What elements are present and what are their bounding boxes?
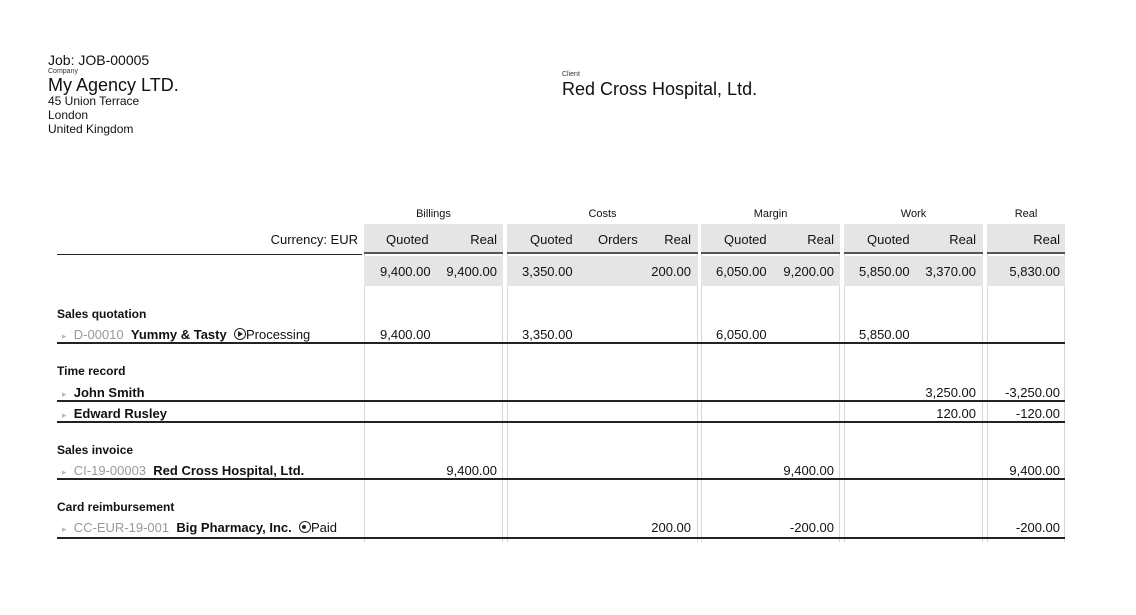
expand-arrow-icon[interactable]: ▸ bbox=[62, 389, 67, 399]
col-costs-quoted: Quoted bbox=[530, 232, 573, 247]
total-work-real: 3,370.00 bbox=[925, 264, 976, 279]
address-line: London bbox=[48, 108, 89, 122]
expand-arrow-icon[interactable]: ▸ bbox=[62, 410, 67, 420]
cell-value: -120.00 bbox=[1015, 406, 1060, 421]
address-line: United Kingdom bbox=[48, 122, 134, 136]
total-margin-quoted: 6,050.00 bbox=[716, 264, 767, 279]
cell-value: 200.00 bbox=[651, 520, 691, 535]
dot-circle-icon bbox=[299, 521, 311, 533]
section-title: Card reimbursement bbox=[57, 500, 175, 514]
group-work: Work bbox=[900, 208, 927, 220]
col-billings-real: Real bbox=[470, 232, 497, 247]
expand-arrow-icon[interactable]: ▸ bbox=[62, 524, 67, 534]
cell-value: -200.00 bbox=[1015, 520, 1060, 535]
col-costs-orders: Orders bbox=[598, 232, 638, 247]
cell-value: 3,350.00 bbox=[522, 327, 573, 342]
total-margin-real: 9,200.00 bbox=[783, 264, 834, 279]
cell-value: 9,400.00 bbox=[446, 463, 497, 478]
expand-arrow-icon[interactable]: ▸ bbox=[62, 331, 67, 341]
currency-label: Currency: EUR bbox=[270, 232, 358, 247]
status-text: Paid bbox=[310, 520, 337, 535]
group-billings: Billings bbox=[416, 208, 451, 220]
col-margin-real: Real bbox=[807, 232, 834, 247]
section-title: Time record bbox=[57, 364, 126, 378]
col-costs-real: Real bbox=[664, 232, 691, 247]
document-ref[interactable]: CI-19-00003 bbox=[73, 463, 147, 478]
total-costs-quoted: 3,350.00 bbox=[522, 264, 573, 279]
total-billings-quoted: 9,400.00 bbox=[380, 264, 431, 279]
total-costs-real: 200.00 bbox=[651, 264, 691, 279]
company-name: My Agency LTD. bbox=[48, 75, 179, 95]
group-costs: Costs bbox=[588, 208, 617, 220]
row-divider bbox=[57, 478, 1065, 480]
row-divider bbox=[57, 400, 1065, 402]
group-real: Real bbox=[1014, 208, 1038, 220]
cell-value: -200.00 bbox=[789, 520, 834, 535]
group-margin: Margin bbox=[753, 208, 788, 220]
total-real: 5,830.00 bbox=[1009, 264, 1060, 279]
status-text: Processing bbox=[245, 327, 311, 342]
cell-value: 5,850.00 bbox=[859, 327, 910, 342]
party-name: Red Cross Hospital, Ltd. bbox=[153, 463, 305, 478]
person-name: Edward Rusley bbox=[73, 406, 167, 421]
address-line: 45 Union Terrace bbox=[48, 94, 140, 108]
currency-divider bbox=[57, 254, 362, 255]
cell-value: 120.00 bbox=[936, 406, 976, 421]
cell-value: 9,400.00 bbox=[1009, 463, 1060, 478]
cell-value: -3,250.00 bbox=[1005, 385, 1060, 400]
table-row[interactable] bbox=[62, 520, 337, 537]
total-work-quoted: 5,850.00 bbox=[859, 264, 910, 279]
play-circle-icon bbox=[234, 328, 246, 340]
job-title: Job: JOB-00005 bbox=[48, 52, 150, 68]
company-label: Company bbox=[48, 68, 78, 75]
person-name: John Smith bbox=[73, 385, 145, 400]
col-billings-quoted: Quoted bbox=[386, 232, 429, 247]
row-divider bbox=[57, 342, 1065, 344]
document-ref[interactable]: D-00010 bbox=[73, 327, 124, 342]
client-name: Red Cross Hospital, Ltd. bbox=[562, 79, 758, 99]
cell-value: 3,250.00 bbox=[925, 385, 976, 400]
cell-value: 9,400.00 bbox=[380, 327, 431, 342]
col-work-real: Real bbox=[949, 232, 976, 247]
expand-arrow-icon[interactable]: ▸ bbox=[62, 467, 67, 477]
total-billings-real: 9,400.00 bbox=[446, 264, 497, 279]
col-margin-quoted: Quoted bbox=[724, 232, 767, 247]
party-name: Big Pharmacy, Inc. bbox=[176, 520, 292, 535]
col-work-quoted: Quoted bbox=[867, 232, 910, 247]
client-label: Client bbox=[562, 71, 580, 78]
col-real: Real bbox=[1033, 232, 1060, 247]
section-title: Sales invoice bbox=[57, 443, 134, 457]
document-ref[interactable]: CC-EUR-19-001 bbox=[73, 520, 170, 535]
row-divider bbox=[57, 537, 1065, 539]
client-block bbox=[562, 71, 757, 99]
cell-value: 9,400.00 bbox=[783, 463, 834, 478]
party-name: Yummy & Tasty bbox=[130, 327, 227, 342]
company-block bbox=[48, 52, 179, 136]
row-divider bbox=[57, 421, 1065, 423]
section-title: Sales quotation bbox=[57, 307, 147, 321]
cell-value: 6,050.00 bbox=[716, 327, 767, 342]
